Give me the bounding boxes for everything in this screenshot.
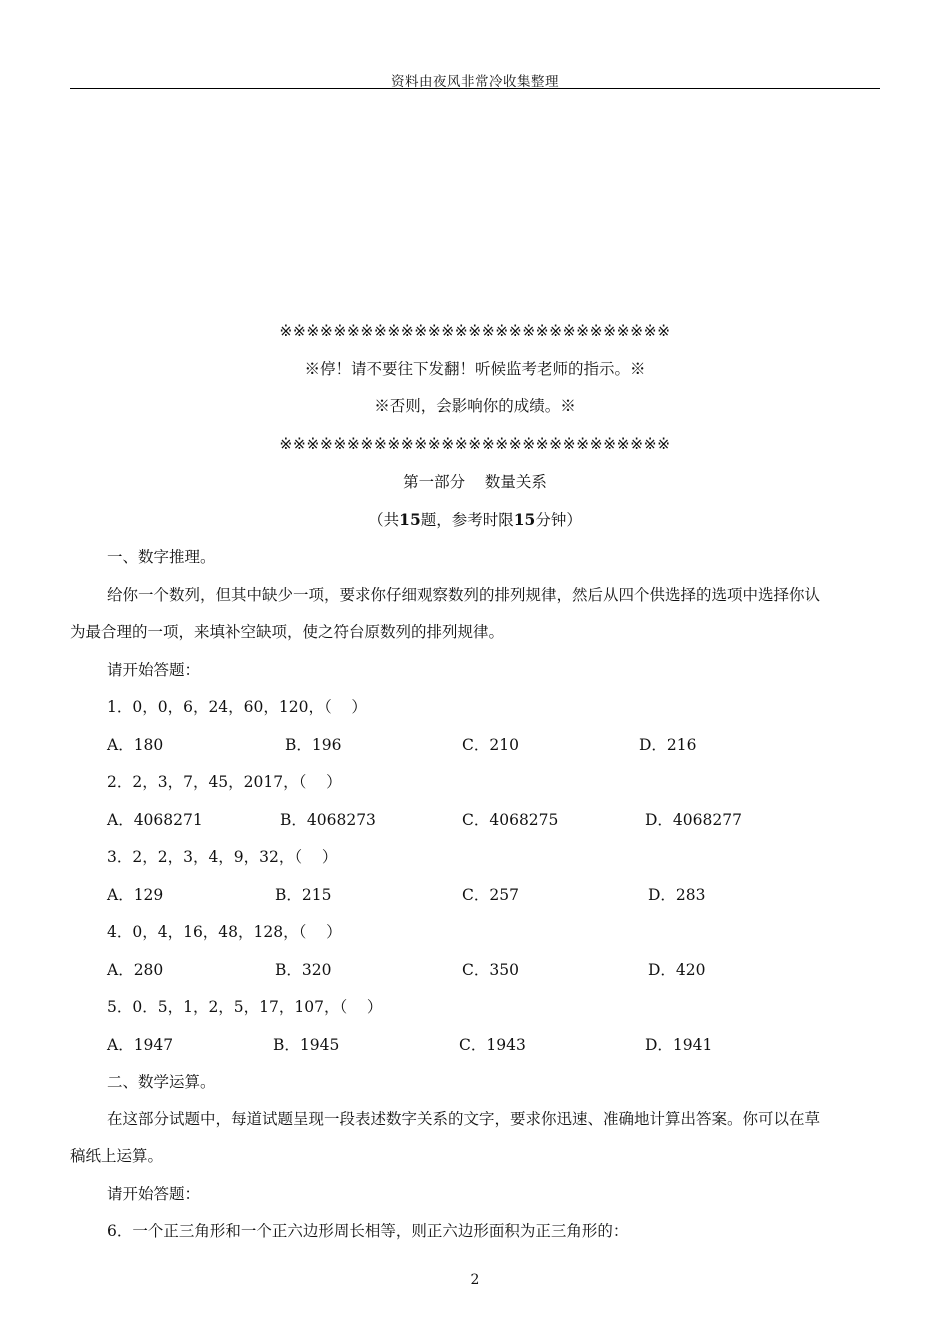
question-5-option-c: C．1943 (459, 1036, 526, 1054)
section-title: 第一部分 数量关系 (403, 473, 547, 491)
question-1-option-d: D．216 (639, 736, 697, 754)
notice-line-1: ※停！请不要往下发翻！听候监考老师的指示。※ (304, 360, 646, 378)
question-4-option-c: C．350 (462, 961, 519, 979)
part1-heading: 一、数字推理。 (107, 548, 216, 566)
page-number: 2 (470, 1272, 480, 1288)
page-header: 资料由夜风非常冷收集整理 (391, 74, 559, 90)
part2-desc-line2: 稿纸上运算。 (70, 1147, 164, 1165)
subtitle-mid: 题，参考时限 (420, 511, 514, 529)
question-2-option-d: D．4068277 (645, 811, 742, 829)
part2-desc-line1: 在这部分试题中，每道试题呈现一段表述数字关系的文字，要求你迅速、准确地计算出答案。你可以在草 (107, 1110, 821, 1128)
question-2-stem: 2．2，3，7，45，2017，（ ） (107, 773, 342, 791)
question-5-stem: 5．0．5，1，2，5，17，107，（ ） (107, 998, 383, 1016)
notice-line-2: ※否则，会影响你的成绩。※ (374, 397, 576, 415)
question-3-option-d: D．283 (648, 886, 706, 904)
part2-heading: 二、数学运算。 (107, 1073, 216, 1091)
question-4-option-a: A．280 (107, 961, 164, 979)
question-4-stem: 4．0，4，16，48，128，（ ） (107, 923, 342, 941)
section-subtitle (0, 510, 950, 530)
part1-desc-line2: 为最合理的一项，来填补空缺项，使之符台原数列的排列规律。 (70, 623, 505, 641)
subtitle-question-count: 15 (399, 510, 421, 529)
notice-stars-bottom: ※※※※※※※※※※※※※※※※※※※※※※※※※※※※※ (279, 435, 671, 453)
question-1-stem: 1．0，0，6，24，60，120，（ ） (107, 698, 367, 716)
header-divider (70, 88, 880, 89)
question-1-option-b: B．196 (285, 736, 342, 754)
question-3-option-a: A．129 (107, 886, 164, 904)
question-5-option-b: B．1945 (273, 1036, 340, 1054)
question-5-option-d: D．1941 (645, 1036, 713, 1054)
question-4-option-b: B．320 (275, 961, 332, 979)
part2-start-prompt: 请开始答题： (107, 1185, 201, 1203)
question-1-option-a: A．180 (107, 736, 164, 754)
question-2-option-c: C．4068275 (462, 811, 559, 829)
subtitle-pre: （共 (368, 511, 400, 529)
question-3-stem: 3．2，2，3，4，9，32，（ ） (107, 848, 338, 866)
question-2-option-a: A．4068271 (107, 811, 203, 829)
question-1-option-c: C．210 (462, 736, 519, 754)
part1-desc-line1: 给你一个数列，但其中缺少一项，要求你仔细观察数列的排列规律，然后从四个供选择的选项中选择你认 (107, 586, 821, 604)
question-3-option-c: C．257 (462, 886, 519, 904)
subtitle-post: 分钟） (535, 511, 582, 529)
question-3-option-b: B．215 (275, 886, 332, 904)
subtitle-time-limit: 15 (513, 510, 536, 529)
part1-start-prompt: 请开始答题： (107, 661, 201, 679)
question-6-stem: 6．一个正三角形和一个正六边形周长相等，则正六边形面积为正三角形的： (107, 1222, 629, 1240)
question-2-option-b: B．4068273 (280, 811, 376, 829)
question-5-option-a: A．1947 (107, 1036, 174, 1054)
question-4-option-d: D．420 (648, 961, 706, 979)
notice-stars-top: ※※※※※※※※※※※※※※※※※※※※※※※※※※※※※ (279, 322, 671, 340)
